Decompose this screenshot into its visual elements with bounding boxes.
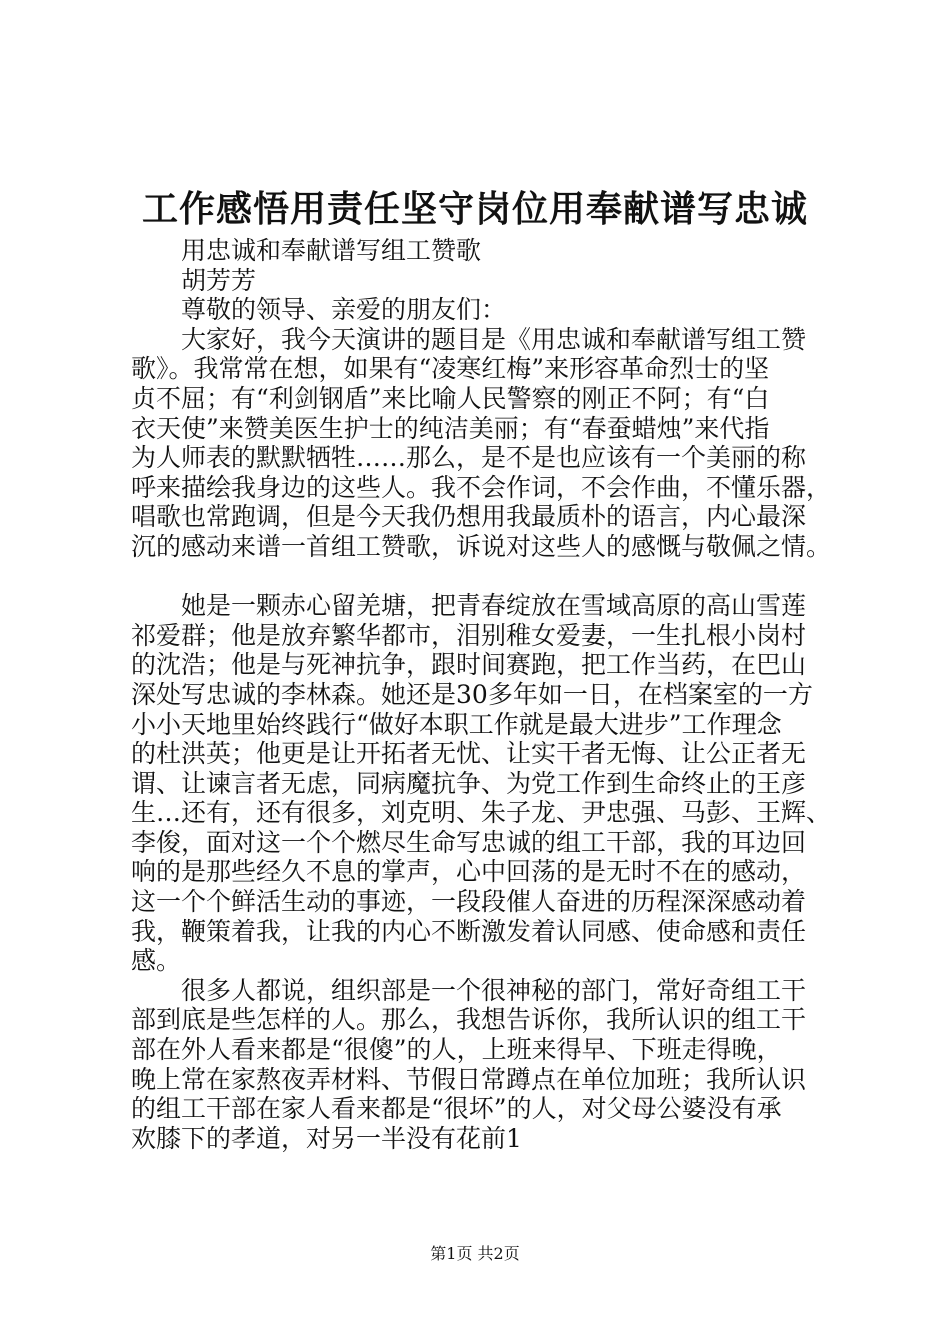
paragraph-3-line: 部到底是些怎样的人。那么，我想告诉你，我所认识的组工干 (131, 1005, 807, 1035)
paragraph-2-line: 响的是那些经久不息的掌声，心中回荡的是无时不在的感动， (131, 857, 807, 887)
paragraph-2-line: 生…还有，还有很多，刘克明、朱子龙、尹忠强、马彭、王辉、 (131, 798, 832, 828)
paragraph-1-line: 衣天使”来赞美医生护士的纯洁美丽；有“春蚕蜡烛”来代指 (131, 413, 770, 443)
page-number-footer: 第1页 共2页 (430, 1244, 520, 1263)
paragraph-3-line: 晚上常在家熬夜弄材料、节假日常蹲点在单位加班；我所认识 (131, 1064, 807, 1094)
paragraph-2-line: 小小天地里始终践行“做好本职工作就是最大进步”工作理念 (131, 709, 782, 739)
subtitle-line: 用忠诚和奉献谱写组工赞歌 (181, 236, 482, 265)
paragraph-2-line: 的杜洪英；他更是让开拓者无忧、让实干者无悔、让公正者无 (131, 739, 807, 769)
paragraph-2-line: 李俊，面对这一个个燃尽生命写忠诚的组工干部，我的耳边回 (131, 827, 807, 857)
paragraph-1-line: 沉的感动来谱一首组工赞歌，诉说对这些人的感慨与敬佩之情。 (131, 531, 832, 561)
paragraph-2-line: 她是一颗赤心留羌塘，把青春绽放在雪域高原的高山雪莲 (181, 591, 807, 621)
salutation-line: 尊敬的领导、亲爱的朋友们： (181, 295, 507, 325)
paragraph-1-line: 唱歌也常跑调，但是今天我仍想用我最质朴的语言，内心最深 (131, 502, 807, 532)
paragraph-3-line: 很多人都说，组织部是一个很神秘的部门，常好奇组工干 (181, 975, 807, 1005)
paragraph-3-line: 的组工干部在家人看来都是“很坏”的人，对父母公婆没有承 (131, 1094, 782, 1124)
paragraph-1-line: 大家好，我今天演讲的题目是《用忠诚和奉献谱写组工赞 (181, 324, 807, 354)
paragraph-2-line: 的沈浩；他是与死神抗争，跟时间赛跑，把工作当药，在巴山 (131, 650, 807, 680)
paragraph-2-line: 感。 (131, 946, 182, 976)
paragraph-3-line: 欢膝下的孝道，对另一半没有花前1 (131, 1123, 522, 1153)
paragraph-2-line: 祁爱群；他是放弃繁华都市，泪别稚女爱妻，一生扎根小岗村 (131, 620, 807, 650)
document-body (131, 236, 851, 1153)
paragraph-1-line: 歌》。我常常在想，如果有“凌寒红梅”来形容革命烈士的坚 (131, 354, 770, 384)
paragraph-1-line: 为人师表的默默牺牲……那么，是不是也应该有一个美丽的称 (131, 443, 807, 473)
paragraph-3-line: 部在外人看来都是“很傻”的人，上班来得早、下班走得晚， (131, 1035, 782, 1065)
paragraph-gap (131, 562, 851, 592)
author-line: 胡芳芳 (181, 265, 257, 295)
paragraph-2-line: 深处写忠诚的李林森。她还是30多年如一日，在档案室的一方 (131, 679, 813, 709)
paragraph-1-line: 贞不屈；有“利剑钢盾”来比喻人民警察的刚正不阿；有“白 (131, 383, 770, 413)
paragraph-2-line: 我，鞭策着我，让我的内心不断激发着认同感、使命感和责任 (131, 916, 807, 946)
document-title: 工作感悟用责任坚守岗位用奉献谱写忠诚 (141, 188, 808, 230)
paragraph-2-line: 这一个个鲜活生动的事迹，一段段催人奋进的历程深深感动着 (131, 887, 807, 917)
paragraph-1-line: 呼来描绘我身边的这些人。我不会作词，不会作曲，不懂乐器， (131, 472, 832, 502)
paragraph-2-line: 谓、让谏言者无虑，同病魔抗争、为党工作到生命终止的王彦 (131, 768, 807, 798)
